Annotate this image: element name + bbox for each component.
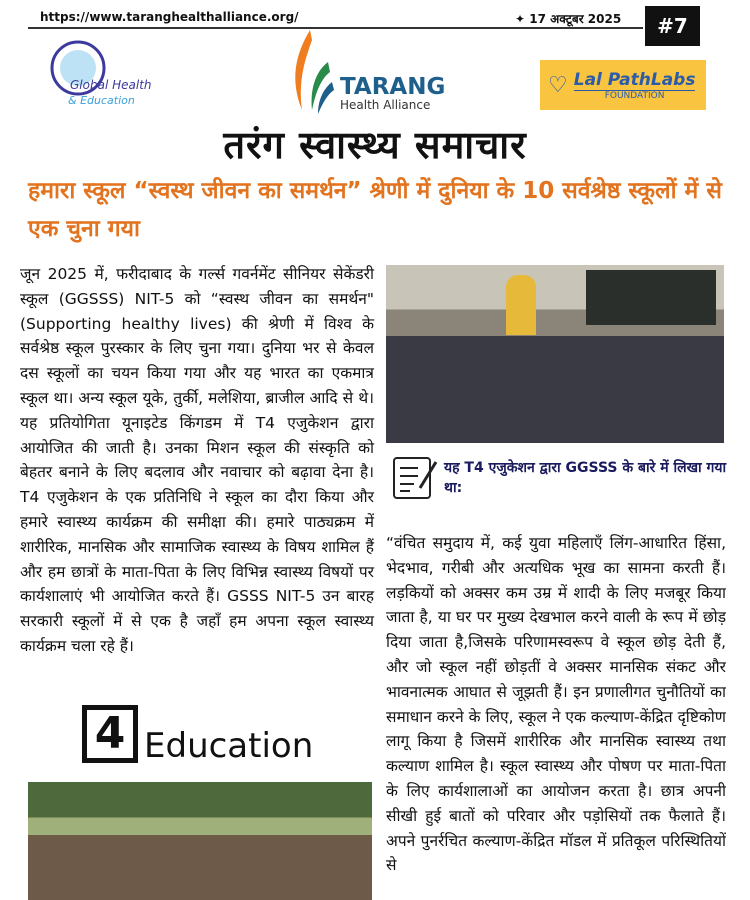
t4-name: Education xyxy=(144,726,314,766)
quote-heading: यह T4 एजुकेशन द्वारा GGSSS के बारे में लिखा गया था: xyxy=(444,460,727,496)
newsletter-title: तरंग स्वास्थ्य समाचार xyxy=(223,123,527,167)
article-body-left: जून 2025 में, फरीदाबाद के गर्ल्स गवर्नमेंट सीनियर सेकेंडरी स्कूल (GGSSS) NIT-5 को “स्वस्थ जीवन का समर्थन" (Supporting healthy lives) की श्रेणी में विश्व के सर्वश्रेष्ठ स्कूल पुरस्कार के लिए चुना गया। दुनिया भर से केवल दस स्कूलों का चयन किया गया और यह भारत का एकमात्र स्कूल था। अन्य स्कूल यूके, तुर्की, मलेशिया, ब्राजील आदि से थे। यह प्रतियोगिता यूनाइटेड किंगडम में T4 एजुकेशन द्वारा आयोजित की जाती है। उनका मिशन स्कूल की संस्कृति को बेहतर बनाने के लिए बदलाव और नवाचार को बढ़ावा देना है। T4 एजुकेशन के एक प्रतिनिधि ने स्कूल का दौरा किया और हमारे स्वास्थ्य कार्यक्रम की समीक्षा की। हमारे पाठ्यक्रम में शारीरिक, मानसिक और सामाजिक स्वास्थ्य के विषय शामिल हैं और हम छात्रों के माता-पिता के लिए विभिन्न स्वास्थ्य विषयों पर कार्यशालाएं भी आयोजित करते हैं। GSSS NIT-5 उन बारह सरकारी स्कूलों में से एक है जहाँ हम अपना स्कूल स्वास्थ्य कार्यक्रम चला रहे हैं। xyxy=(20,265,374,655)
blackboard xyxy=(586,270,716,325)
heart-person-icon: ♡ xyxy=(548,72,568,98)
header-divider xyxy=(28,27,643,29)
tarang-health-alliance-logo xyxy=(290,30,446,115)
issue-number: #7 xyxy=(645,6,700,46)
lal-subtitle: FOUNDATION xyxy=(574,90,696,101)
classroom-photo xyxy=(386,265,724,443)
lal-name: Lal PathLabs xyxy=(573,69,696,90)
logo-text-line1: Global Health xyxy=(70,78,152,92)
notepad-pen-icon xyxy=(392,456,440,500)
website-link[interactable]: https://www.taranghealthalliance.org/ xyxy=(40,10,299,24)
flame-icon xyxy=(290,30,340,115)
global-health-education-logo xyxy=(40,38,170,113)
teacher-figure xyxy=(506,275,536,335)
t4-mark: 4 xyxy=(82,705,138,763)
tarang-name: TARANG xyxy=(340,74,446,100)
logo-text-line2: & Education xyxy=(68,94,135,107)
lal-pathlabs-foundation-logo xyxy=(540,60,706,110)
tarang-subtitle: Health Alliance xyxy=(340,98,431,112)
article-headline: हमारा स्कूल “स्वस्थ जीवन का समर्थन” श्रेणी में दुनिया के 10 सर्वश्रेष्ठ स्कूलों में से एक चुना गया xyxy=(28,178,722,242)
students-group-photo xyxy=(28,782,372,900)
issue-date: ✦ 17 अक्टूबर 2025 xyxy=(515,12,622,26)
t4-education-logo xyxy=(82,702,313,766)
t4-quote-text: “वंचित समुदाय में, कई युवा महिलाएँ लिंग-आधारित हिंसा, भेदभाव, गरीबी और अत्यधिक भूख का सामना करती हैं। लड़कियों को अक्सर कम उम्र में शादी के लिए मजबूर किया जाता है, या घर पर मुख्य देखभाल करने वाली के रूप में छोड़ दिया जाता है,जिसके परिणामस्वरूप वे स्कूल छोड़ देती हैं, और जो स्कूल नहीं छोड़तीं वे अक्सर मानसिक संकट और भावनात्मक आघात से जूझती हैं। इन प्रणालीगत चुनौतियों का समाधान करने के लिए, स्कूल ने एक कल्याण-केंद्रित दृष्टिकोण लागू किया है जिसमें शारीरिक और मानसिक स्वास्थ्य तथा कल्याण शामिल है। स्कूल स्वास्थ्य और पोषण पर माता-पिता के लिए कार्यशालाओं का आयोजन करता है। छात्र अपनी सीखी हुई बातों को परिवार और पड़ोसियों तक फैलाते हैं। अपने पुनर्रचित कल्याण-केंद्रित मॉडल में प्रतिकूल परिस्थितियों से xyxy=(386,534,726,875)
